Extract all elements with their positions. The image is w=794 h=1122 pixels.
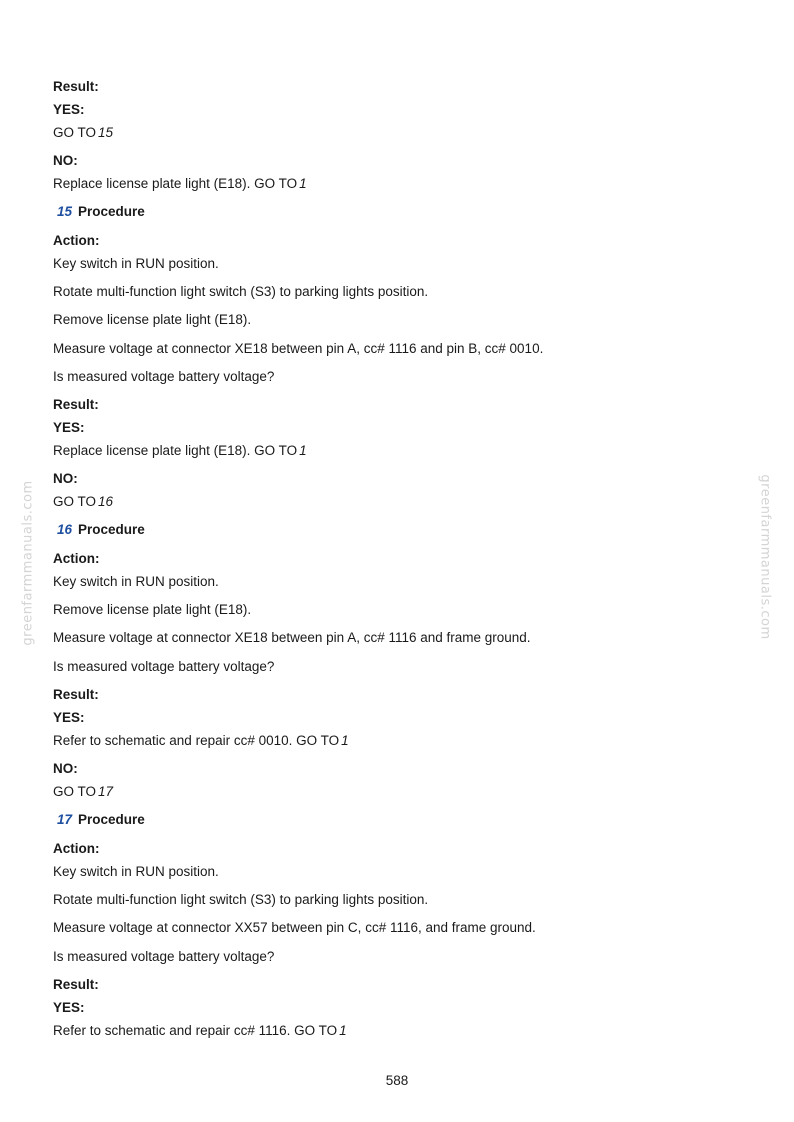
step-text: Measure voltage at connector XE18 between pin A, cc# 1116 and pin B, cc# 0010. xyxy=(53,341,544,356)
yes-goto-line xyxy=(53,732,349,750)
step-text: Measure voltage at connector XE18 between pin A, cc# 1116 and frame ground. xyxy=(53,630,531,645)
goto-text: GO TO xyxy=(53,784,97,799)
goto-text: GO TO xyxy=(53,125,97,140)
step-text: Remove license plate light (E18). xyxy=(53,312,252,327)
step-question: Is measured voltage battery voltage? xyxy=(53,369,275,384)
yes-label: YES: xyxy=(53,710,85,725)
goto-link-1[interactable]: 1 xyxy=(299,443,307,458)
procedure-number[interactable]: 16 xyxy=(57,522,73,537)
action-label: Action: xyxy=(53,233,100,248)
no-goto-line xyxy=(53,783,113,801)
procedure-title: Procedure xyxy=(78,204,145,219)
goto-link-15[interactable]: 15 xyxy=(98,125,114,140)
procedure-number[interactable]: 17 xyxy=(57,812,73,827)
yes-text: Refer to schematic and repair cc# 1116. GO TO xyxy=(53,1023,338,1038)
no-label: NO: xyxy=(53,761,78,776)
step-text: Key switch in RUN position. xyxy=(53,864,219,879)
yes-text: Refer to schematic and repair cc# 0010. GO TO xyxy=(53,733,340,748)
yes-label: YES: xyxy=(53,420,85,435)
step-text: Measure voltage at connector XX57 between pin C, cc# 1116, and frame ground. xyxy=(53,920,536,935)
result-label: Result: xyxy=(53,687,99,702)
procedure-heading-15 xyxy=(53,203,145,221)
yes-label: YES: xyxy=(53,102,85,117)
result-label: Result: xyxy=(53,397,99,412)
no-text: Replace license plate light (E18). GO TO xyxy=(53,176,298,191)
procedure-title: Procedure xyxy=(78,522,145,537)
step-text: Key switch in RUN position. xyxy=(53,574,219,589)
goto-text: GO TO xyxy=(53,494,97,509)
step-text: Remove license plate light (E18). xyxy=(53,602,252,617)
step-text: Rotate multi-function light switch (S3) to parking lights position. xyxy=(53,284,429,299)
goto-link-1[interactable]: 1 xyxy=(339,1023,347,1038)
action-label: Action: xyxy=(53,551,100,566)
action-label: Action: xyxy=(53,841,100,856)
yes-label: YES: xyxy=(53,1000,85,1015)
goto-link-1[interactable]: 1 xyxy=(299,176,307,191)
goto-link-1[interactable]: 1 xyxy=(341,733,349,748)
step-text: Rotate multi-function light switch (S3) to parking lights position. xyxy=(53,892,429,907)
no-goto-line xyxy=(53,493,113,511)
no-goto-line xyxy=(53,175,307,193)
page-number: 588 xyxy=(385,1073,409,1088)
step-question: Is measured voltage battery voltage? xyxy=(53,949,275,964)
yes-goto-line xyxy=(53,124,113,142)
goto-link-16[interactable]: 16 xyxy=(98,494,114,509)
procedure-title: Procedure xyxy=(78,812,145,827)
no-label: NO: xyxy=(53,471,78,486)
result-label: Result: xyxy=(53,79,99,94)
watermark-left: greenfarmmanuals.com xyxy=(20,480,36,646)
step-question: Is measured voltage battery voltage? xyxy=(53,659,275,674)
no-label: NO: xyxy=(53,153,78,168)
procedure-heading-16 xyxy=(53,521,145,539)
yes-text: Replace license plate light (E18). GO TO xyxy=(53,443,298,458)
procedure-number[interactable]: 15 xyxy=(57,204,73,219)
procedure-heading-17 xyxy=(53,811,145,829)
yes-goto-line xyxy=(53,442,307,460)
result-label: Result: xyxy=(53,977,99,992)
goto-link-17[interactable]: 17 xyxy=(98,784,114,799)
yes-goto-line xyxy=(53,1022,347,1040)
step-text: Key switch in RUN position. xyxy=(53,256,219,271)
watermark-right: greenfarmmanuals.com xyxy=(757,474,773,640)
